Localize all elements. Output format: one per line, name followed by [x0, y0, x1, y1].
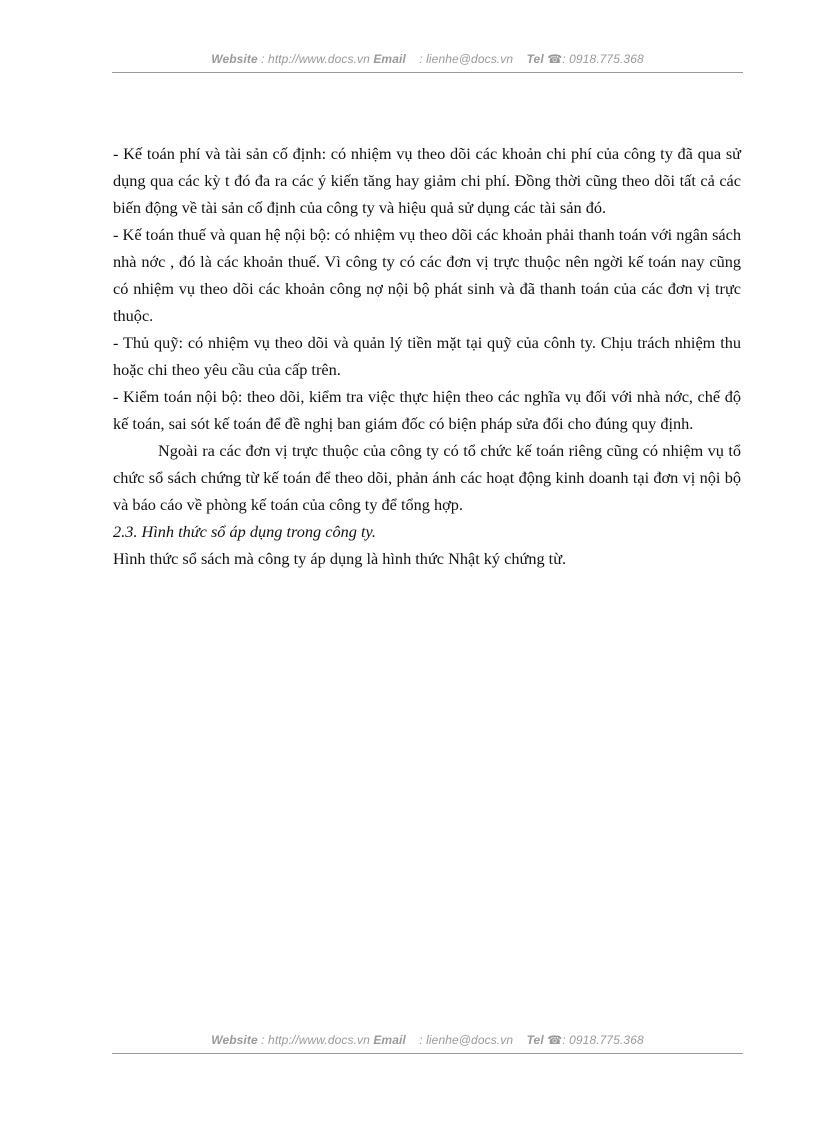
paragraph-treasurer: - Thủ quỹ: có nhiệm vụ theo dõi và quản lý tiền mặt tại quỹ của cônh ty. Chịu trách nhiệm thu hoặc chi theo yêu cầu của cấp trên.	[113, 333, 741, 379]
email-label: Email	[373, 1033, 406, 1047]
paragraph-fixed-assets: - Kế toán phí và tài sản cố định: có nhiệm vụ theo dõi các khoản chi phí của công ty đã qua sử dụng qua các kỳ t đó đa ra các ý kiến tăng hay giảm chi phí. Đồng thời cũng theo dõi tất cả các biến động về tài sản cố định của công ty và hiệu quả sử dụng các tài sản đó.	[113, 144, 741, 217]
phone-icon: ☎	[547, 52, 563, 66]
email-value: : lienhe@docs.vn	[419, 52, 514, 66]
tel-label: Tel	[526, 52, 544, 66]
section-heading: 2.3. Hình thức sổ áp dụng trong công ty.	[113, 522, 376, 541]
phone-icon: ☎	[547, 1033, 563, 1047]
paragraph-tax: - Kế toán thuế và quan hệ nội bộ: có nhiệm vụ theo dõi các khoản phải thanh toán với ngân sách nhà nớc , đó là các khoản thuế. Vì công ty có các đơn vị trực thuộc nên ngời kế toán nay cũng có nhiệm vụ theo dõi các khoản công nợ nội bộ phát sinh và đã thanh toán của các đơn vị trực thuộc.	[113, 225, 741, 325]
page-footer	[112, 1033, 743, 1054]
tel-value: : 0918.775.368	[562, 52, 644, 66]
document-body	[113, 140, 741, 572]
paragraph-bookkeeping-form: Hình thức sổ sách mà công ty áp dụng là hình thức Nhật ký chứng từ.	[113, 549, 567, 568]
website-label: Website	[211, 52, 258, 66]
tel-value: : 0918.775.368	[562, 1033, 644, 1047]
tel-label: Tel	[526, 1033, 544, 1047]
paragraph-subsidiaries: Ngoài ra các đơn vị trực thuộc của công ty có tổ chức kế toán riêng cũng có nhiệm vụ tổ chức sổ sách chứng từ kế toán để theo dõi, phản ánh các hoạt động kinh doanh tại đơn vị nội bộ và báo cáo về phòng kế toán của công ty để tổng hợp.	[113, 441, 741, 514]
email-label: Email	[373, 52, 406, 66]
website-url: : http://www.docs.vn	[261, 52, 370, 66]
website-label: Website	[211, 1033, 258, 1047]
page-header	[112, 52, 743, 73]
email-value: : lienhe@docs.vn	[419, 1033, 514, 1047]
paragraph-internal-audit: - Kiểm toán nội bộ: theo dõi, kiểm tra việc thực hiện theo các nghĩa vụ đối với nhà nớc, chế độ kế toán, sai sót kế toán để đề nghị ban giám đốc có biện pháp sửa đổi cho đúng quy định.	[113, 387, 741, 433]
website-url: : http://www.docs.vn	[261, 1033, 370, 1047]
